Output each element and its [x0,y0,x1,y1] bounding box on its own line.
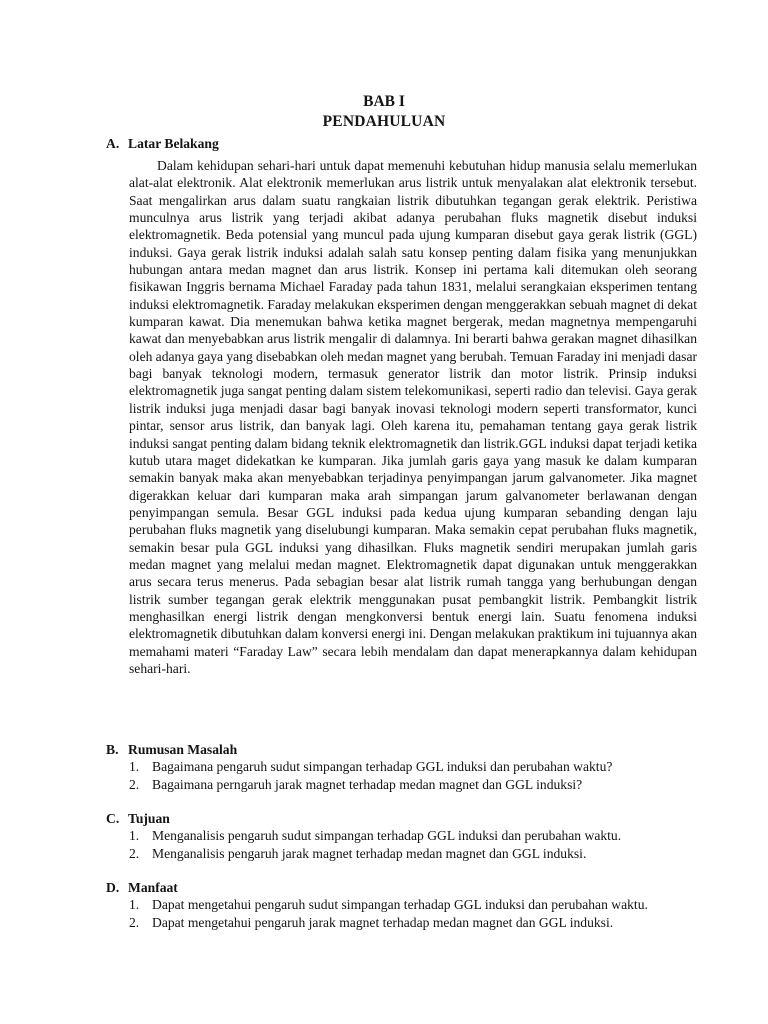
section-a-letter: A. [106,136,120,151]
section-d-title: Manfaat [128,880,178,895]
section-d-letter: D. [106,880,120,895]
list-text: Bagaimana pengaruh sudut simpangan terhadap GGL induksi dan perubahan waktu? [152,759,613,774]
section-c-heading [106,810,170,827]
list-number: 2. [129,846,140,861]
section-d-heading [106,879,178,896]
section-b-letter: B. [106,742,119,757]
section-a-heading [106,135,219,152]
list-number: 1. [129,897,140,912]
section-b-title: Rumusan Masalah [128,742,238,757]
section-b-heading [106,741,237,758]
list-item [129,758,697,776]
section-a-title: Latar Belakang [128,136,219,151]
list-text: Dapat mengetahui pengaruh jarak magnet terhadap medan magnet dan GGL induksi. [152,915,614,930]
list-item [129,776,697,794]
list-item [129,914,697,932]
list-item [129,845,697,863]
chapter-number: BAB I [363,93,405,110]
list-text: Bagaimana perngaruh jarak magnet terhadap medan magnet dan GGL induksi? [152,777,583,792]
list-text: Menganalisis pengaruh jarak magnet terhadap medan magnet dan GGL induksi. [152,846,587,861]
list-number: 2. [129,915,140,930]
list-number: 2. [129,777,140,792]
list-number: 1. [129,828,140,843]
problem-list [129,758,697,794]
list-text: Dapat mengetahui pengaruh sudut simpangan terhadap GGL induksi dan perubahan waktu. [152,897,648,912]
section-c-letter: C. [106,811,120,826]
objective-list [129,827,697,863]
list-number: 1. [129,759,140,774]
background-paragraph: Dalam kehidupan sehari-hari untuk dapat memenuhi kebutuhan hidup manusia selalu memerlukan alat-alat elektronik. Alat elektronik memerlukan arus listrik untuk menyalakan alat elektronik tersebut. Saat mengalirkan arus dalam suatu rangkaian listrik dibutuhkan tegangan gerak elektrik. Peristiwa munculnya arus listrik yang terjadi akibat adanya perubahan fluks magnetik disebut induksi elektromagnetik. Beda potensial yang muncul pada ujung kumparan disebut gaya gerak listrik (GGL) induksi. Gaya gerak listrik induksi adalah salah satu konsep penting dalam fisika yang menunjukkan hubungan antara medan magnet dan arus listrik. Konsep ini pertama kali ditemukan oleh seorang fisikawan Inggris bernama Michael Faraday pada tahun 1831, melalui serangkaian eksperimen tentang induksi elektromagnetik. Faraday melakukan eksperimen dengan menggerakkan sebuah magnet di dekat kumparan kawat. Dia menemukan bahwa ketika magnet bergerak, medan magnetnya mempengaruhi kawat dan menyebabkan arus listrik mengalir di dalamnya. Ini berarti bahwa gerakan magnet dihasilkan oleh adanya gaya yang disebabkan oleh medan magnet yang berubah. Temuan Faraday ini menjadi dasar bagi banyak teknologi modern, termasuk generator listrik dan motor listrik. Prinsip induksi elektromagnetik juga sangat penting dalam sistem telekomunikasi, seperti radio dan televisi. Gaya gerak listrik induksi juga menjadi dasar bagi banyak inovasi teknologi modern seperti transformator, kunci pintar, sensor arus listrik, dan banyak lagi. Oleh karena itu, pemahaman tentang gaya gerak listrik induksi sangat penting dalam bidang teknik elektromagnetik dan listrik.GGL induksi dapat terjadi ketika kutub utara maget didekatkan ke kumparan. Jika jumlah garis gaya yang masuk ke dalam kumparan semakin banyak maka akan menyebabkan terjadinya penyimpangan jarum galvanometer. Jika magnet digerakkan keluar dari kumparan maka arah simpangan jarum galvanometer berlawanan dengan penyimpangan semula. Besar GGL induksi pada kedua ujung kumparan sebanding dengan laju perubahan fluks magnetik yang diselubungi kumparan. Maka semakin cepat perubahan fluks magnetik, semakin besar pula GGL induksi yang dihasilkan. Fluks magnetik sendiri merupakan jumlah garis medan magnet yang melalui medan magnet. Elektromagnetik dapat digunakan untuk menggerakkan arus secara terus menerus. Pada sebagian besar alat listrik rumah tangga yang berhubungan dengan listrik sumber tegangan gerak elektrik menggunakan pusat pembangkit listrik. Pembangkit listrik menghasilkan energi listrik dengan mengkonversi bentuk energi lain. Suatu fenomena induksi elektromagnetik dibutuhkan dalam konversi energi ini. Dengan melakukan praktikum ini tujuannya akan memahami materi “Faraday Law” secara lebih mendalam dan dapat menerapkannya dalam kehidupan sehari-hari. [129,158,697,676]
benefit-list [129,896,697,932]
list-text: Menganalisis pengaruh sudut simpangan terhadap GGL induksi dan perubahan waktu. [152,828,622,843]
list-item [129,896,697,914]
chapter-title: PENDAHULUAN [322,113,446,130]
section-c-title: Tujuan [128,811,170,826]
list-item [129,827,697,845]
